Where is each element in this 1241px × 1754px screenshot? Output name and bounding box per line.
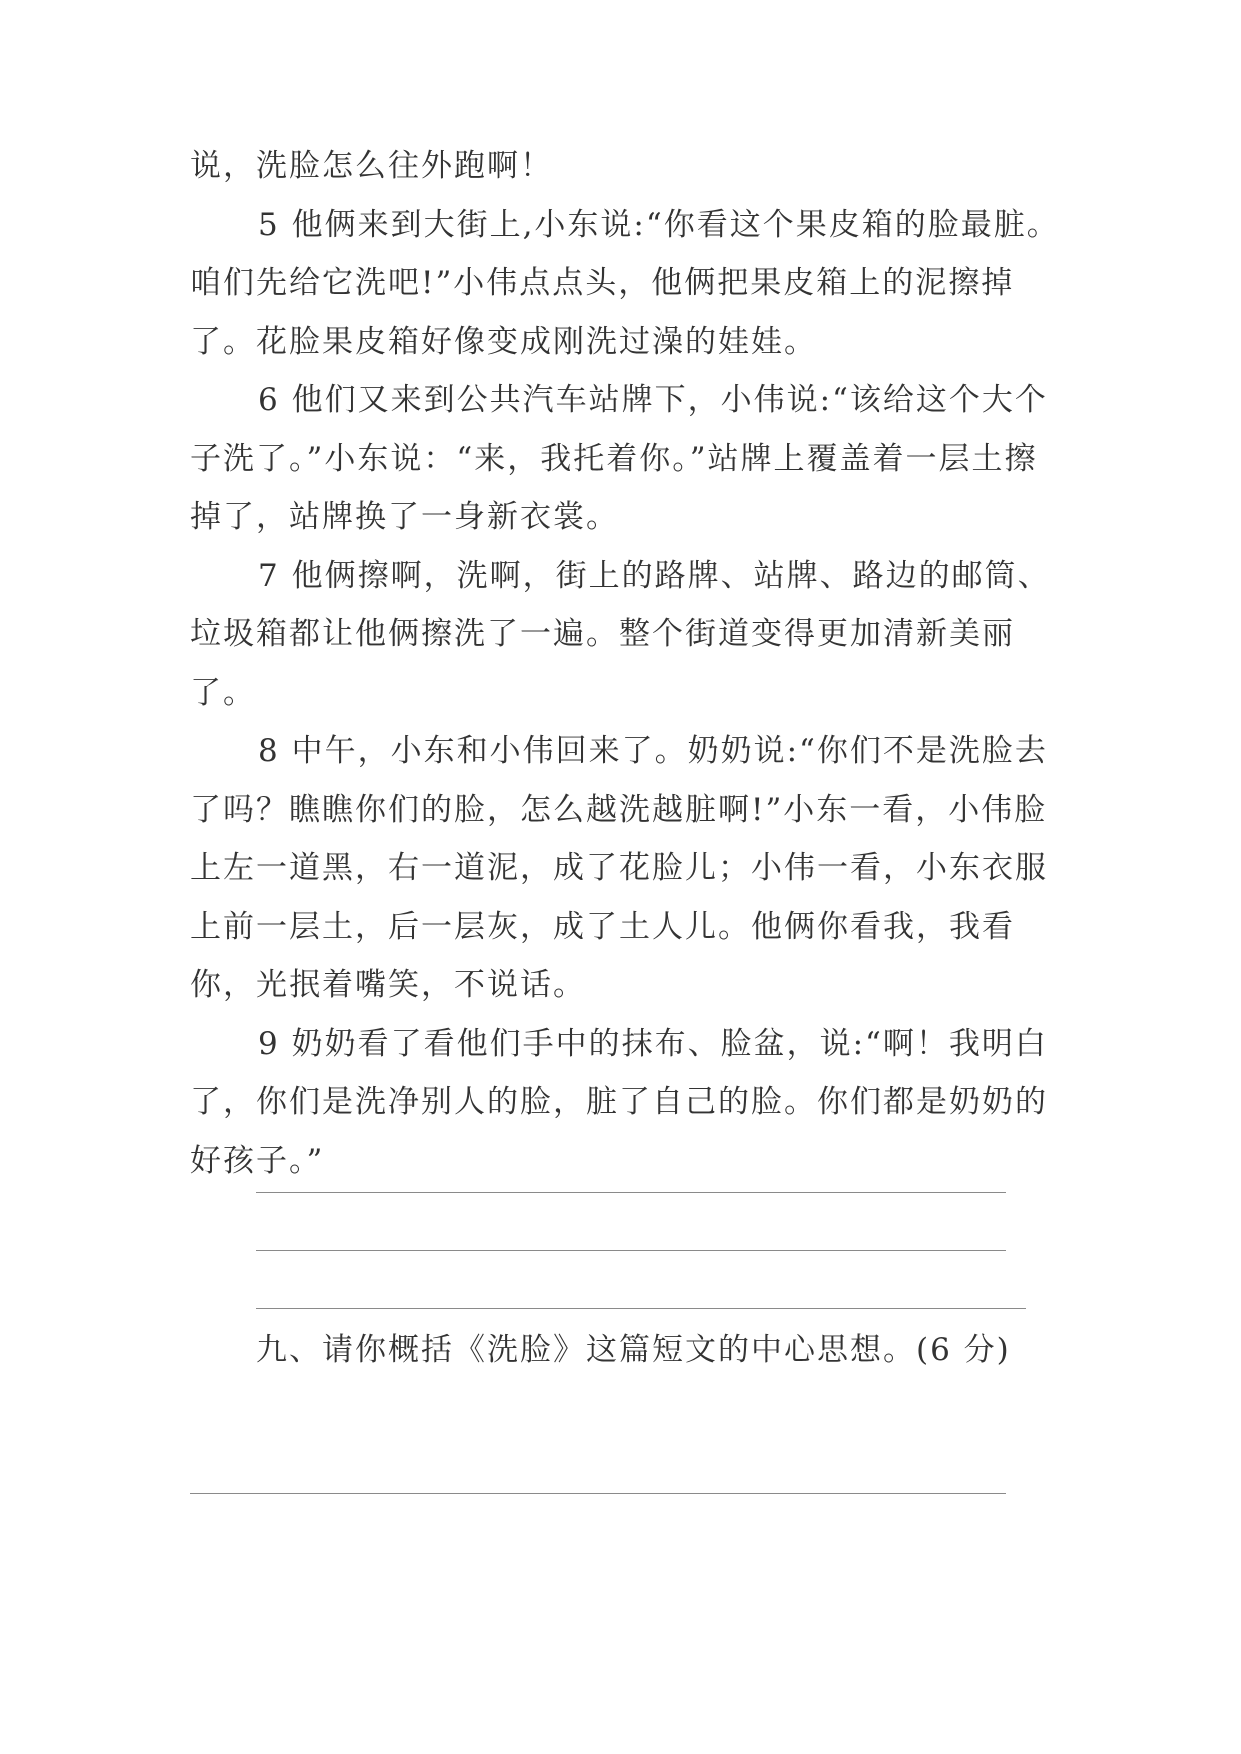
answer-line-3[interactable] [256,1308,1026,1309]
story-text [190,137,1070,1190]
question-9: 九、请你概括《洗脸》这篇短文的中心思想。(6 分) [256,1332,1011,1368]
answer-line-4[interactable] [190,1493,1006,1494]
answer-line-1[interactable] [256,1192,1006,1193]
paragraph-5: 5 他俩来到大街上,小东说:“你看这个果皮箱的脸最脏。咱们先给它洗吧!”小伟点点头，他俩把果皮箱上的泥擦掉了。花脸果皮箱好像变成刚洗过澡的娃娃。 [190,206,1060,360]
paragraph-9: 9 奶奶看了看他们手中的抹布、脸盆，说:“啊！我明白了，你们是洗净别人的脸，脏了自己的脸。你们都是奶奶的好孩子。” [190,1025,1048,1179]
paragraph-6: 6 他们又来到公共汽车站牌下，小伟说:“该给这个大个子洗了。”小东说：“来，我托着你。”站牌上覆盖着一层土擦掉了，站牌换了一身新衣裳。 [190,382,1048,535]
paragraph-7: 7 他俩擦啊，洗啊，街上的路牌、站牌、路边的邮筒、垃圾箱都让他俩擦洗了一遍。整个街道变得更加清新美丽了。 [190,557,1051,711]
answer-line-2[interactable] [256,1250,1006,1251]
paragraph-8: 8 中午，小东和小伟回来了。奶奶说:“你们不是洗脸去了吗？瞧瞧你们的脸，怎么越洗越脏啊!”小东一看，小伟脸上左一道黑，右一道泥，成了花脸儿；小伟一看，小东衣服上前一层土，后一层灰，成了土人儿。他俩你看我，我看你，光抿着嘴笑，不说话。 [190,733,1048,1003]
paragraph-continuation: 说，洗脸怎么往外跑啊！ [190,148,553,184]
